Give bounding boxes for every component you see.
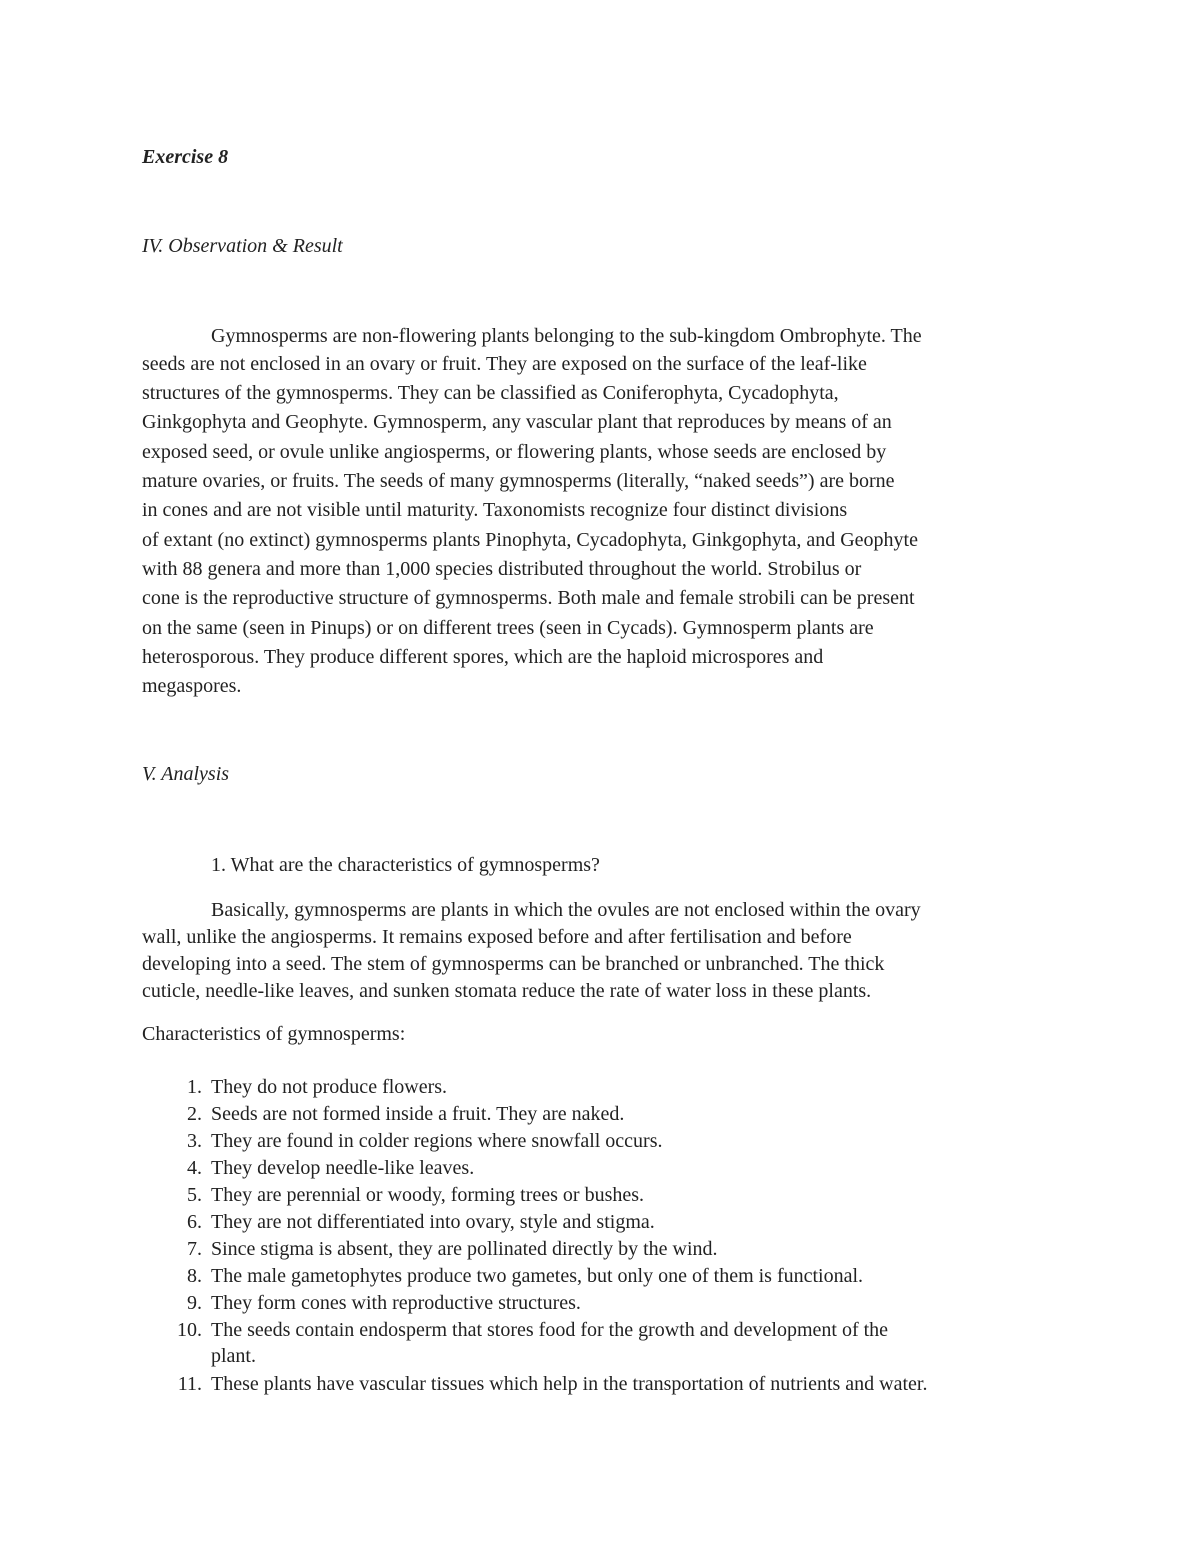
paragraph-line: on the same (seen in Pinups) or on different trees (seen in Cycads). Gymnosperm plants are [142, 617, 874, 639]
list-number: 10. [177, 1319, 202, 1341]
paragraph-line: megaspores. [142, 675, 242, 697]
list-number: 1. [187, 1076, 202, 1098]
paragraph-line: heterosporous. They produce different spores, which are the haploid microspores and [142, 646, 824, 668]
list-number: 9. [187, 1292, 202, 1314]
list-text: These plants have vascular tissues which help in the transportation of nutrients and water. [211, 1373, 928, 1395]
list-number: 4. [187, 1157, 202, 1179]
list-text: The male gametophytes produce two gametes, but only one of them is functional. [211, 1265, 864, 1287]
paragraph-line: seeds are not enclosed in an ovary or fruit. They are exposed on the surface of the leaf-like [142, 353, 867, 375]
paragraph-line: Basically, gymnosperms are plants in which the ovules are not enclosed within the ovary [211, 899, 921, 921]
characteristics-heading: Characteristics of gymnosperms: [142, 1023, 406, 1045]
list-text: The seeds contain endosperm that stores food for the growth and development of the [211, 1319, 889, 1341]
list-text: Seeds are not formed inside a fruit. They are naked. [211, 1103, 625, 1125]
list-number: 3. [187, 1130, 202, 1152]
list-text: They do not produce flowers. [211, 1076, 448, 1098]
paragraph-line: in cones and are not visible until maturity. Taxonomists recognize four distinct divisions [142, 499, 848, 521]
list-text-continued: plant. [211, 1345, 256, 1367]
list-number: 6. [187, 1211, 202, 1233]
list-text: They develop needle-like leaves. [211, 1157, 475, 1179]
paragraph-line: exposed seed, or ovule unlike angiosperms, or flowering plants, whose seeds are enclosed by [142, 441, 887, 463]
list-number: 8. [187, 1265, 202, 1287]
paragraph-line: cuticle, needle-like leaves, and sunken stomata reduce the rate of water loss in these plants. [142, 980, 872, 1002]
list-text: Since stigma is absent, they are pollinated directly by the wind. [211, 1238, 718, 1260]
paragraph-line: with 88 genera and more than 1,000 species distributed throughout the world. Strobilus or [142, 558, 862, 580]
paragraph-line: of extant (no extinct) gymnosperms plants Pinophyta, Cycadophyta, Ginkgophyta, and Geophyte [142, 529, 918, 551]
list-text: They are not differentiated into ovary, style and stigma. [211, 1211, 655, 1233]
list-number: 2. [187, 1103, 202, 1125]
question-1: 1. What are the characteristics of gymnosperms? [211, 854, 600, 876]
paragraph-line: Ginkgophyta and Geophyte. Gymnosperm, any vascular plant that reproduces by means of an [142, 411, 892, 433]
list-text: They are perennial or woody, forming trees or bushes. [211, 1184, 645, 1206]
section-heading-analysis: V. Analysis [142, 763, 230, 785]
list-text: They are found in colder regions where snowfall occurs. [211, 1130, 663, 1152]
list-number: 11. [177, 1373, 202, 1395]
paragraph-line: cone is the reproductive structure of gymnosperms. Both male and female strobili can be present [142, 587, 915, 609]
paragraph-line: wall, unlike the angiosperms. It remains exposed before and after fertilisation and before [142, 926, 852, 948]
paragraph-line: Gymnosperms are non-flowering plants belonging to the sub-kingdom Ombrophyte. The [211, 325, 922, 347]
list-number: 5. [187, 1184, 202, 1206]
list-number: 7. [187, 1238, 202, 1260]
list-text: They form cones with reproductive structures. [211, 1292, 581, 1314]
paragraph-line: developing into a seed. The stem of gymnosperms can be branched or unbranched. The thick [142, 953, 885, 975]
paragraph-line: structures of the gymnosperms. They can be classified as Coniferophyta, Cycadophyta, [142, 382, 839, 404]
section-heading-observation: IV. Observation & Result [142, 235, 343, 257]
exercise-title: Exercise 8 [142, 146, 229, 168]
paragraph-line: mature ovaries, or fruits. The seeds of many gymnosperms (literally, “naked seeds”) are borne [142, 470, 895, 492]
